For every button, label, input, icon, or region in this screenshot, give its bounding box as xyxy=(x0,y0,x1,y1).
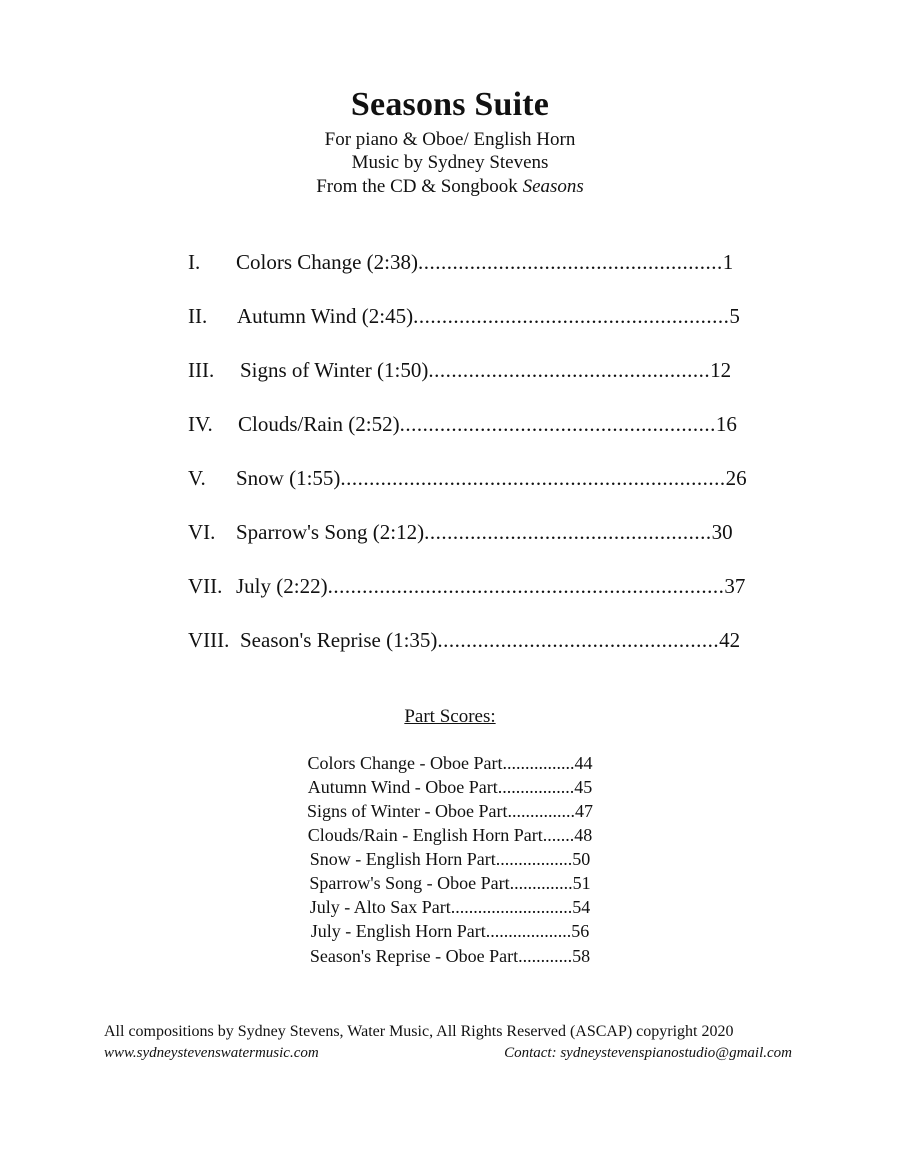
toc-number: IV. xyxy=(188,412,213,436)
copyright-notice: All compositions by Sydney Stevens, Water Music, All Rights Reserved (ASCAP) copyright 2020 xyxy=(104,1023,734,1040)
toc-entry xyxy=(188,628,740,658)
toc-number: V. xyxy=(188,466,206,490)
toc-leader: ................................................................... xyxy=(340,466,726,490)
toc-page: 37 xyxy=(724,574,746,598)
toc-page: 1 xyxy=(722,250,734,274)
part-score-entry: Colors Change - Oboe Part................44 xyxy=(307,753,593,773)
toc-title: Signs of Winter (1:50) xyxy=(240,358,429,382)
source-prefix: From the CD & Songbook xyxy=(316,176,523,197)
toc-title: July (2:22) xyxy=(236,574,328,598)
toc-title: Sparrow's Song (2:12) xyxy=(236,520,425,544)
toc-page: 12 xyxy=(710,358,732,382)
toc-entry xyxy=(188,466,747,496)
toc-title: Autumn Wind (2:45) xyxy=(237,304,414,328)
source-album: Seasons xyxy=(522,176,584,197)
part-scores-heading: Part Scores: xyxy=(404,706,496,727)
part-score-entry: Clouds/Rain - English Horn Part.......48 xyxy=(307,825,593,845)
toc-title: Snow (1:55) xyxy=(236,466,341,490)
website-link[interactable]: www.sydneystevenswatermusic.com xyxy=(104,1045,319,1061)
contact-email[interactable]: Contact: sydneystevenspianostudio@gmail.com xyxy=(504,1045,792,1061)
toc-leader: ....................................................... xyxy=(399,412,716,436)
toc-number: III. xyxy=(188,358,215,382)
toc-leader: ..................................................... xyxy=(417,250,723,274)
toc-entry xyxy=(188,250,733,280)
toc-entry xyxy=(188,520,733,550)
toc-leader: .................................................. xyxy=(424,520,712,544)
part-score-entry: July - Alto Sax Part...........................54 xyxy=(309,897,591,917)
toc-leader: ....................................................... xyxy=(413,304,730,328)
toc-title: Season's Reprise (1:35) xyxy=(240,628,438,652)
composer-line: Music by Sydney Stevens xyxy=(351,152,549,173)
page-title: Seasons Suite xyxy=(350,86,550,123)
part-score-entry: Sparrow's Song - Oboe Part..............51 xyxy=(309,873,591,893)
toc-entry xyxy=(188,304,740,334)
toc-number: VIII. xyxy=(188,628,230,652)
source-line xyxy=(0,176,900,198)
toc-entry xyxy=(188,412,737,442)
part-score-entry: July - English Horn Part...................56 xyxy=(310,921,590,941)
toc-leader: ................................................. xyxy=(437,628,720,652)
toc-number: II. xyxy=(188,304,208,328)
toc-title: Colors Change (2:38) xyxy=(236,250,418,274)
toc-page: 16 xyxy=(715,412,737,436)
toc-entry xyxy=(188,574,745,604)
toc-page: 26 xyxy=(725,466,747,490)
toc-number: I. xyxy=(188,250,201,274)
part-score-entry: Autumn Wind - Oboe Part.................45 xyxy=(307,777,593,797)
toc-number: VI. xyxy=(188,520,216,544)
toc-leader: ..................................................................... xyxy=(327,574,725,598)
toc-leader: ................................................. xyxy=(428,358,711,382)
part-score-entry: Snow - English Horn Part.................50 xyxy=(309,849,591,869)
part-score-entry: Season's Reprise - Oboe Part............58 xyxy=(309,946,591,966)
toc-page: 30 xyxy=(711,520,733,544)
toc-title: Clouds/Rain (2:52) xyxy=(238,412,400,436)
toc-number: VII. xyxy=(188,574,223,598)
part-score-entry: Signs of Winter - Oboe Part...............47 xyxy=(307,801,593,821)
toc-page: 5 xyxy=(729,304,740,328)
toc-entry xyxy=(188,358,731,388)
toc-page: 42 xyxy=(719,628,741,652)
instrumentation-line: For piano & Oboe/ English Horn xyxy=(324,129,576,150)
